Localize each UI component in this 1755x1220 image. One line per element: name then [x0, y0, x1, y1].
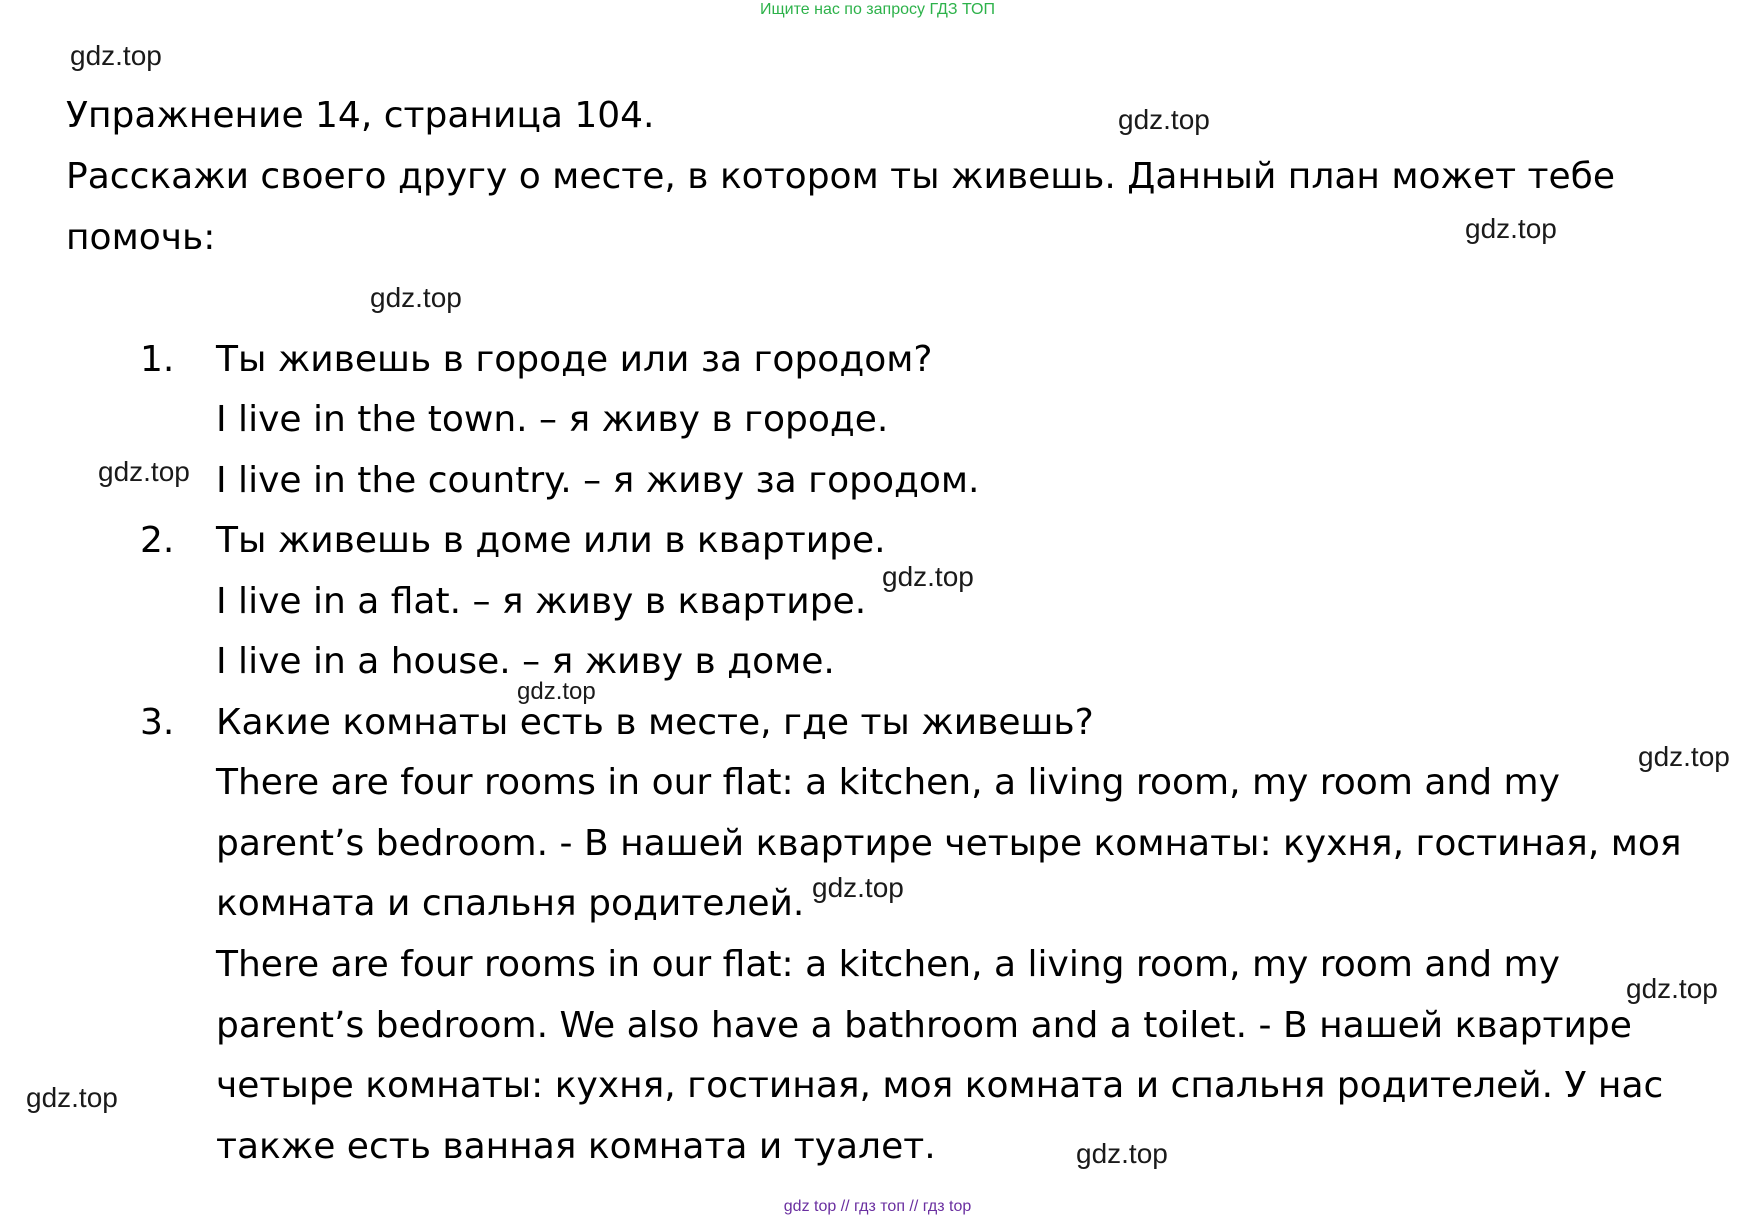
watermark: gdz.top [517, 678, 596, 705]
item-question: Какие комнаты есть в месте, где ты живешь? [216, 702, 1094, 743]
watermark: gdz.top [882, 561, 974, 592]
item-answer: There are four rooms in our flat: a kitchen, a living room, my room and my [216, 944, 1560, 985]
watermark: gdz.top [1626, 973, 1718, 1004]
item-answer: I live in a flat. – я живу в квартире. [216, 581, 867, 622]
item-question: Ты живешь в городе или за городом? [216, 339, 933, 380]
item-answer: parent’s bedroom. We also have a bathroom and a toilet. - В нашей квартире [216, 1005, 1632, 1046]
search-hint-banner: Ищите нас по запросу ГДЗ ТОП [760, 1, 995, 18]
instruction-line-1: Расскажи своего другу о месте, в котором ты живешь. Данный план может тебе [66, 156, 1616, 197]
item-answer: четыре комнаты: кухня, гостиная, моя комната и спальня родителей. У нас [216, 1065, 1664, 1106]
watermark: gdz.top [70, 40, 162, 71]
instruction-line-2: помочь: [66, 217, 216, 258]
watermark: gdz.top [26, 1082, 118, 1113]
item-answer: parent’s bedroom. - В нашей квартире четыре комнаты: кухня, гостиная, моя [216, 823, 1682, 864]
item-answer: комната и спальня родителей. [216, 883, 805, 924]
item-answer: также есть ванная комната и туалет. [216, 1126, 936, 1167]
item-answer: I live in the country. – я живу за городом. [216, 460, 980, 501]
item-answer: There are four rooms in our flat: a kitchen, a living room, my room and my [216, 762, 1560, 803]
item-number: 2. [140, 520, 175, 561]
watermark: gdz.top [812, 872, 904, 903]
watermark: gdz.top [1076, 1138, 1168, 1169]
item-question: Ты живешь в доме или в квартире. [216, 520, 886, 561]
item-answer: I live in the town. – я живу в городе. [216, 399, 889, 440]
item-number: 1. [140, 339, 175, 380]
item-number: 3. [140, 702, 175, 743]
watermark: gdz.top [370, 282, 462, 313]
watermark: gdz.top [98, 456, 190, 487]
exercise-title: Упражнение 14, страница 104. [66, 95, 655, 136]
watermark: gdz.top [1465, 213, 1557, 244]
item-answer: I live in a house. – я живу в доме. [216, 641, 835, 682]
watermark: gdz.top [1638, 741, 1730, 772]
watermark: gdz.top [1118, 104, 1210, 135]
footer-links: gdz top // гдз топ // гдз top [783, 1198, 972, 1215]
